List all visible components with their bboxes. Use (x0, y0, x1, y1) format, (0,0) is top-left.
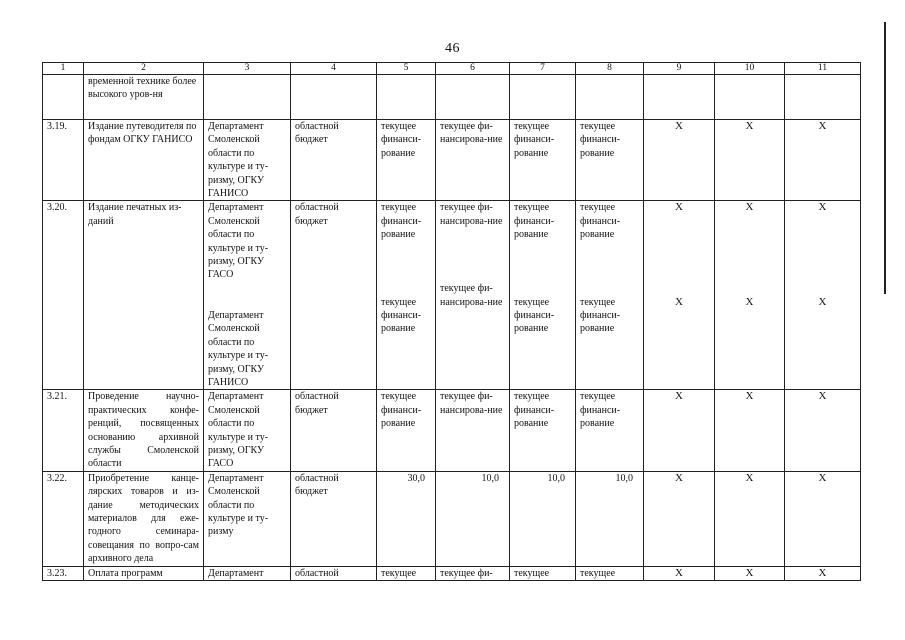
value-secondary: текущее фи-нансирова-ние (440, 283, 503, 308)
value-cell (510, 75, 576, 120)
activity-name: временной технике более высокого уров-ня (84, 75, 204, 120)
value-secondary: текущее финанси-рование (580, 296, 621, 335)
table-row (43, 390, 861, 471)
value-cell (576, 201, 644, 390)
value-secondary: Х (818, 295, 827, 308)
value-cell: Х (644, 120, 715, 201)
value-cell: текущее финанси-рование (510, 120, 576, 201)
executor: Департамент (204, 566, 291, 580)
executor: Департамент Смоленской области по культуре и ту-ризму, ОГКУ ГАНИСО (204, 120, 291, 201)
value-cell (436, 201, 510, 390)
funding-source: областной (291, 566, 377, 580)
value-secondary: текущее финанси-рование (381, 296, 422, 335)
value-cell: текущее финанси-рование (377, 390, 436, 471)
funding-source: областной бюджет (291, 471, 377, 566)
value-cell: текущее финанси-рование (576, 120, 644, 201)
value-primary: текущее финанси-рование (514, 202, 555, 241)
activity-name: Проведение научно-практических конфе-ренций, посвященных основанию архивной службы Смоленской области (84, 390, 204, 471)
row-number: 3.21. (43, 390, 84, 471)
page-number: 46 (445, 41, 460, 56)
value-cell: Х (644, 390, 715, 471)
activity-name: Издание печатных из-даний (84, 201, 204, 390)
value-cell (377, 75, 436, 120)
value-cell: 10,0 (576, 471, 644, 566)
column-number: 1 (43, 63, 84, 75)
value-cell (576, 75, 644, 120)
value-cell: 10,0 (436, 471, 510, 566)
column-number-row (43, 63, 861, 75)
value-cell: текущее фи-нансирова-ние (436, 120, 510, 201)
row-number: 3.20. (43, 201, 84, 390)
value-cell (377, 201, 436, 390)
executor: Департамент Смоленской области по культуре и ту-ризму, ОГКУ ГАСО (204, 390, 291, 471)
value-cell: текущее (576, 566, 644, 580)
value-cell (644, 201, 715, 390)
column-number: 6 (436, 63, 510, 75)
row-number: 3.22. (43, 471, 84, 566)
column-number: 10 (715, 63, 785, 75)
value-cell: 10,0 (510, 471, 576, 566)
value-cell: Х (715, 566, 785, 580)
value-cell (436, 75, 510, 120)
table-row (43, 201, 861, 390)
table-row (43, 120, 861, 201)
value-primary: текущее финанси-рование (580, 202, 621, 241)
value-cell: текущее (377, 566, 436, 580)
value-cell: текущее фи- (436, 566, 510, 580)
column-number: 11 (785, 63, 861, 75)
value-cell: 30,0 (377, 471, 436, 566)
table-row (43, 75, 861, 120)
column-number: 4 (291, 63, 377, 75)
activity-name: Оплата программ (84, 566, 204, 580)
value-secondary: Х (745, 295, 754, 308)
value-primary: текущее фи-нансирова-ние (440, 202, 503, 227)
row-number: 3.19. (43, 120, 84, 201)
value-cell: Х (785, 471, 861, 566)
value-secondary: текущее финанси-рование (514, 296, 555, 335)
value-cell: текущее финанси-рование (377, 120, 436, 201)
column-number: 3 (204, 63, 291, 75)
value-cell: текущее (510, 566, 576, 580)
funding-source: областной бюджет (291, 201, 377, 390)
executor (204, 201, 291, 390)
value-secondary: Х (675, 295, 683, 308)
value-primary: Х (675, 201, 683, 214)
value-primary: текущее финанси-рование (381, 202, 422, 241)
value-cell (510, 201, 576, 390)
value-cell: Х (644, 566, 715, 580)
column-number: 9 (644, 63, 715, 75)
funding-source: областной бюджет (291, 390, 377, 471)
value-cell: текущее фи-нансирова-ние (436, 390, 510, 471)
activity-name: Приобретение канце-лярских товаров и из-дание методических материалов для еже-годного семинара-совещания по вопро-сам архивного дела (84, 471, 204, 566)
column-number: 5 (377, 63, 436, 75)
value-cell: Х (785, 120, 861, 201)
value-cell: Х (785, 390, 861, 471)
value-cell: Х (715, 471, 785, 566)
value-primary: Х (745, 201, 754, 214)
value-cell: Х (715, 120, 785, 201)
activity-name: Издание путеводителя по фондам ОГКУ ГАНИСО (84, 120, 204, 201)
value-cell (715, 201, 785, 390)
column-number: 8 (576, 63, 644, 75)
executor: Департамент Смоленской области по культуре и ту-ризму (204, 471, 291, 566)
executor-secondary: Департамент Смоленской области по культуре и ту-ризму, ОГКУ ГАНИСО (208, 309, 269, 388)
margin-line (884, 22, 886, 294)
column-number: 2 (84, 63, 204, 75)
value-primary: Х (818, 201, 827, 214)
value-cell: текущее финанси-рование (510, 390, 576, 471)
funding-source: областной бюджет (291, 120, 377, 201)
table-row (43, 566, 861, 580)
funding-source (291, 75, 377, 120)
value-cell: Х (785, 566, 861, 580)
value-cell (715, 75, 785, 120)
table-row (43, 471, 861, 566)
row-number: 3.23. (43, 566, 84, 580)
executor-primary: Департамент Смоленской области по культуре и ту-ризму, ОГКУ ГАСО (208, 202, 269, 281)
program-table (42, 62, 861, 581)
value-cell (644, 75, 715, 120)
value-cell: текущее финанси-рование (576, 390, 644, 471)
value-cell (785, 201, 861, 390)
value-cell: Х (715, 390, 785, 471)
row-number (43, 75, 84, 120)
value-cell (785, 75, 861, 120)
value-cell: Х (644, 471, 715, 566)
column-number: 7 (510, 63, 576, 75)
executor (204, 75, 291, 120)
